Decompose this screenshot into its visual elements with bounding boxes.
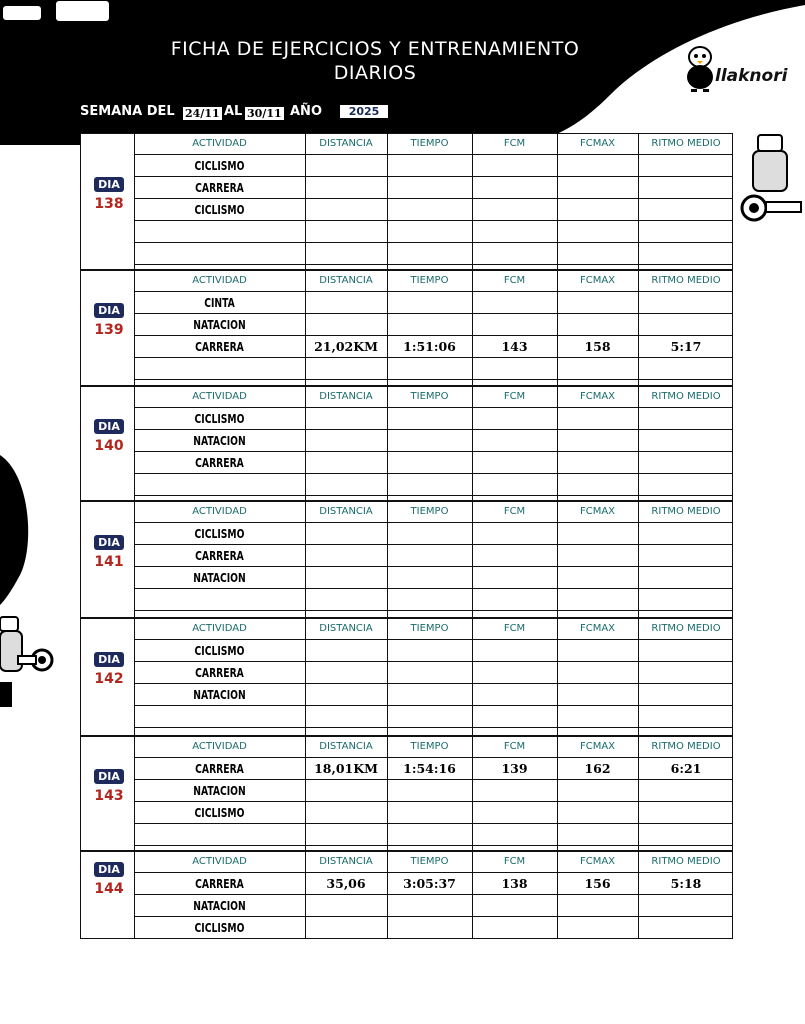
dumbbell-icon — [0, 0, 120, 40]
column-header: TIEMPO — [410, 138, 449, 149]
column-header: ACTIVIDAD — [192, 506, 247, 517]
activity-cell[interactable]: CICLISMO — [194, 158, 245, 173]
column-divider — [387, 271, 388, 385]
column-header: ACTIVIDAD — [192, 856, 247, 867]
row-divider — [134, 473, 732, 474]
row-divider — [134, 242, 732, 243]
row-divider — [134, 661, 732, 662]
day-label-cell — [81, 387, 135, 500]
activity-cell[interactable]: CARRERA — [195, 455, 244, 470]
dia-badge: DIA — [94, 652, 124, 667]
activity-cell[interactable]: CARRERA — [195, 761, 244, 776]
activity-cell[interactable]: CARRERA — [195, 339, 244, 354]
column-header: DISTANCIA — [319, 623, 373, 634]
column-header: FCM — [503, 275, 526, 286]
column-header: FCMAX — [579, 391, 616, 402]
row-divider — [134, 357, 732, 358]
column-divider — [387, 619, 388, 735]
activity-cell[interactable]: CICLISMO — [194, 805, 245, 820]
column-divider — [305, 271, 306, 385]
column-header: FCM — [503, 506, 526, 517]
cartoon-chick-icon — [683, 45, 717, 95]
column-divider — [557, 619, 558, 735]
column-header: FCM — [503, 391, 526, 402]
day-block — [80, 270, 733, 386]
value-cell-fcmax[interactable]: 156 — [584, 876, 611, 891]
activity-cell[interactable]: CARRERA — [195, 180, 244, 195]
row-divider — [134, 872, 732, 873]
page-title: FICHA DE EJERCICIOS Y ENTRENAMIENTO — [170, 38, 580, 60]
column-divider — [638, 271, 639, 385]
value-cell-tiempo[interactable]: 3:05:37 — [403, 876, 456, 891]
row-divider — [134, 683, 732, 684]
weights-icon — [0, 612, 55, 707]
row-divider — [134, 544, 732, 545]
column-header: TIEMPO — [410, 623, 449, 634]
row-divider — [134, 522, 732, 523]
column-header: TIEMPO — [410, 741, 449, 752]
value-cell-distancia[interactable]: 35,06 — [326, 876, 366, 891]
day-block — [80, 618, 733, 736]
column-header: FCMAX — [579, 138, 616, 149]
decorative-blob — [0, 455, 40, 605]
dia-number: 141 — [94, 554, 124, 570]
activity-cell[interactable]: CARRERA — [195, 665, 244, 680]
day-block — [80, 386, 733, 501]
day-block — [80, 501, 733, 618]
activity-cell[interactable]: CICLISMO — [194, 526, 245, 541]
row-divider — [134, 727, 732, 728]
column-divider — [638, 502, 639, 617]
row-divider — [134, 176, 732, 177]
activity-cell[interactable]: NATACION — [193, 570, 246, 585]
day-label-cell — [81, 619, 135, 735]
activity-cell[interactable]: NATACION — [193, 433, 246, 448]
column-header: DISTANCIA — [319, 391, 373, 402]
value-cell-fcm[interactable]: 139 — [501, 761, 528, 776]
value-cell-fcm[interactable]: 138 — [501, 876, 528, 891]
row-divider — [134, 566, 732, 567]
column-divider — [305, 502, 306, 617]
week-to-field[interactable]: 30/11 — [244, 106, 285, 121]
value-cell-fcmax[interactable]: 162 — [584, 761, 611, 776]
column-header: RITMO MEDIO — [651, 391, 721, 402]
activity-cell[interactable]: NATACION — [193, 317, 246, 332]
activity-cell[interactable]: NATACION — [193, 898, 246, 913]
activity-cell[interactable]: CARRERA — [195, 548, 244, 563]
column-header: DISTANCIA — [319, 275, 373, 286]
value-cell-ritmo[interactable]: 5:18 — [670, 876, 702, 891]
column-divider — [472, 271, 473, 385]
value-cell-distancia[interactable]: 21,02KM — [314, 339, 378, 354]
column-header: FCMAX — [579, 856, 616, 867]
column-divider — [387, 387, 388, 500]
activity-cell[interactable]: NATACION — [193, 783, 246, 798]
dia-number: 140 — [94, 438, 124, 454]
week-from-field[interactable]: 24/11 — [182, 106, 223, 121]
column-header: RITMO MEDIO — [651, 275, 721, 286]
column-header: TIEMPO — [410, 275, 449, 286]
dia-number: 143 — [94, 788, 124, 804]
row-divider — [134, 823, 732, 824]
column-header: RITMO MEDIO — [651, 741, 721, 752]
dia-number: 138 — [94, 196, 124, 212]
column-header: ACTIVIDAD — [192, 138, 247, 149]
row-divider — [134, 610, 732, 611]
row-divider — [134, 845, 732, 846]
day-block — [80, 736, 733, 851]
dia-badge: DIA — [94, 303, 124, 318]
row-divider — [134, 451, 732, 452]
row-divider — [134, 894, 732, 895]
al-label: AL — [224, 104, 243, 119]
column-header: FCM — [503, 138, 526, 149]
column-header: FCM — [503, 623, 526, 634]
dia-badge: DIA — [94, 419, 124, 434]
value-cell-fcmax[interactable]: 158 — [584, 339, 611, 354]
column-header: FCM — [503, 856, 526, 867]
value-cell-ritmo[interactable]: 5:17 — [670, 339, 702, 354]
column-header: RITMO MEDIO — [651, 856, 721, 867]
column-header: RITMO MEDIO — [651, 623, 721, 634]
row-divider — [134, 801, 732, 802]
column-divider — [305, 387, 306, 500]
day-label-cell — [81, 134, 135, 269]
column-header: FCMAX — [579, 741, 616, 752]
value-cell-tiempo[interactable]: 1:51:06 — [403, 339, 456, 354]
row-divider — [134, 407, 732, 408]
dia-number: 139 — [94, 322, 124, 338]
row-divider — [134, 429, 732, 430]
row-divider — [134, 757, 732, 758]
row-divider — [134, 916, 732, 917]
column-header: FCMAX — [579, 623, 616, 634]
column-header: RITMO MEDIO — [651, 506, 721, 517]
row-divider — [134, 705, 732, 706]
value-cell-distancia[interactable]: 18,01KM — [314, 761, 378, 776]
column-header: ACTIVIDAD — [192, 391, 247, 402]
row-divider — [134, 779, 732, 780]
column-header: ACTIVIDAD — [192, 275, 247, 286]
day-block — [80, 133, 733, 270]
column-divider — [305, 737, 306, 850]
column-header: FCMAX — [579, 275, 616, 286]
weights-icon — [738, 130, 805, 230]
column-divider — [472, 619, 473, 735]
column-divider — [472, 502, 473, 617]
day-label-cell — [81, 737, 135, 850]
column-header: DISTANCIA — [319, 741, 373, 752]
column-header: ACTIVIDAD — [192, 741, 247, 752]
column-divider — [638, 737, 639, 850]
column-header: DISTANCIA — [319, 856, 373, 867]
value-cell-fcm[interactable]: 143 — [501, 339, 528, 354]
column-divider — [557, 502, 558, 617]
activity-cell[interactable]: CICLISMO — [194, 202, 245, 217]
column-header: FCMAX — [579, 506, 616, 517]
row-divider — [134, 639, 732, 640]
dia-number: 142 — [94, 671, 124, 687]
column-header: DISTANCIA — [319, 138, 373, 149]
row-divider — [134, 264, 732, 265]
column-header: FCM — [503, 741, 526, 752]
activity-cell[interactable]: CINTA — [204, 295, 235, 310]
dia-badge: DIA — [94, 535, 124, 550]
row-divider — [134, 495, 732, 496]
activity-cell[interactable]: CICLISMO — [194, 643, 245, 658]
day-block — [80, 851, 733, 939]
day-label-cell — [81, 502, 135, 617]
column-header: RITMO MEDIO — [651, 138, 721, 149]
page-subtitle: DIARIOS — [333, 62, 417, 84]
ano-label: AÑO — [290, 104, 322, 119]
row-divider — [134, 220, 732, 221]
row-divider — [134, 588, 732, 589]
dia-badge: DIA — [94, 769, 124, 784]
dia-badge: DIA — [94, 862, 124, 877]
day-label-cell — [81, 271, 135, 385]
dia-number: 144 — [94, 881, 124, 897]
semana-label: SEMANA DEL — [80, 104, 175, 119]
column-divider — [387, 737, 388, 850]
row-divider — [134, 154, 732, 155]
column-header: TIEMPO — [410, 391, 449, 402]
activity-cell[interactable]: NATACION — [193, 687, 246, 702]
activity-cell[interactable]: CARRERA — [195, 876, 244, 891]
row-divider — [134, 313, 732, 314]
value-cell-tiempo[interactable]: 1:54:16 — [403, 761, 456, 776]
column-divider — [557, 271, 558, 385]
column-header: ACTIVIDAD — [192, 623, 247, 634]
dia-badge: DIA — [94, 177, 124, 192]
activity-cell[interactable]: CICLISMO — [194, 411, 245, 426]
value-cell-ritmo[interactable]: 6:21 — [670, 761, 702, 776]
column-divider — [638, 387, 639, 500]
logo-text: llaknori — [715, 66, 788, 86]
column-divider — [472, 737, 473, 850]
row-divider — [134, 335, 732, 336]
column-divider — [557, 737, 558, 850]
row-divider — [134, 291, 732, 292]
column-divider — [638, 619, 639, 735]
row-divider — [134, 379, 732, 380]
column-header: TIEMPO — [410, 506, 449, 517]
column-divider — [472, 387, 473, 500]
column-divider — [305, 619, 306, 735]
column-divider — [557, 387, 558, 500]
column-header: TIEMPO — [410, 856, 449, 867]
activity-cell[interactable]: CICLISMO — [194, 920, 245, 935]
day-label-cell — [81, 852, 135, 938]
year-field[interactable]: 2025 — [340, 105, 388, 118]
column-header: DISTANCIA — [319, 506, 373, 517]
column-divider — [387, 502, 388, 617]
row-divider — [134, 198, 732, 199]
